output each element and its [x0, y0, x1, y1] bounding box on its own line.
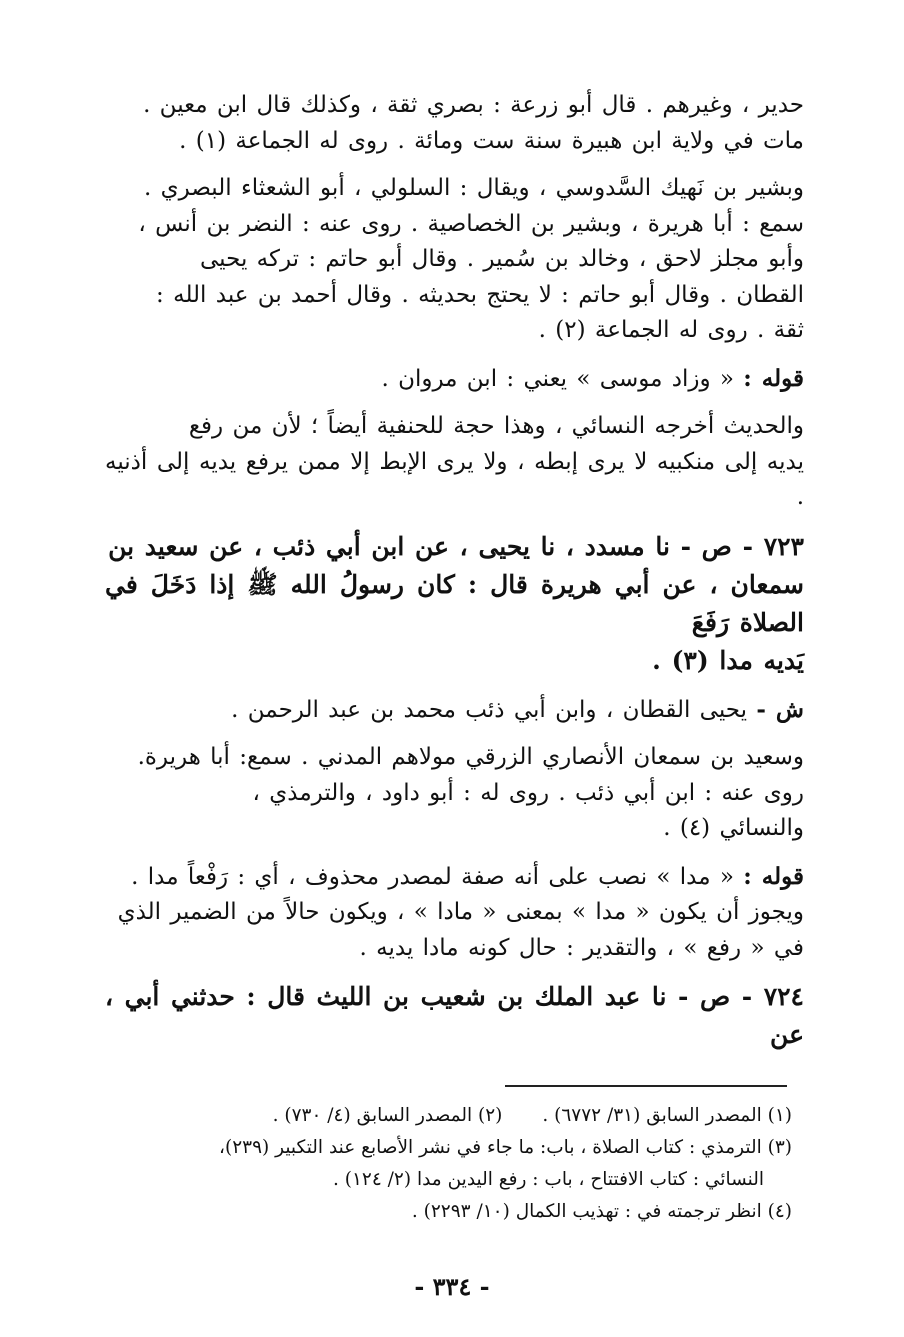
text-line: وسعيد بن سمعان الأنصاري الزرقي مولاهم المدني . سمع: أبا هريرة. [137, 744, 804, 770]
text-line: والنسائي (٤) . [663, 815, 804, 841]
text-line: يديه إلى منكبيه لا يرى إبطه ، ولا يرى الإبط إلا ممن يرفع يديه إلى أذنيه . [105, 448, 804, 510]
text-line: في « رفع » ، والتقدير : حال كونه مادا يديه . [359, 934, 804, 961]
hadith-724 [105, 978, 804, 1054]
page-number: - ٣٣٤ - [414, 1272, 490, 1301]
footnote-1: (١) المصدر السابق (٣١/ ٦٧٧٢) . [542, 1105, 792, 1126]
text-line: حدير ، وغيرهم . قال أبو زرعة : بصري ثقة ، وكذلك قال ابن معين . [143, 92, 804, 118]
text-line: روى عنه : ابن أبي ذئب . روى له : أبو داود ، والترمذي ، [252, 779, 804, 806]
sharh-text: يحيى القطان ، وابن أبي ذئب محمد بن عبد الرحمن . [231, 696, 757, 723]
text-line: ٧٢٣ - ص - نا مسدد ، نا يحيى ، عن ابن أبي ذئب ، عن سعيد بن [108, 531, 804, 561]
paragraph-nasai [105, 409, 804, 516]
footnote-divider [505, 1085, 787, 1087]
gloss-text: « مدا » نصب على أنه صفة لمصدر محذوف ، أي : رَفْعاً مدا . [131, 863, 744, 890]
paragraph-hudayr [105, 88, 804, 159]
footnote-4: (٤) انظر ترجمته في : تهذيب الكمال (١٠/ ٢٢٩٣) . [411, 1201, 792, 1222]
paragraph-madda [105, 859, 804, 967]
text-line: القطان . وقال أبو حاتم : لا يحتج بحديثه . وقال أحمد بن عبد الله : [156, 281, 804, 308]
text-line [105, 361, 804, 398]
text-line [105, 859, 804, 896]
text-line: سمعان ، عن أبي هريرة قال : كان رسولُ الله ﷺ إذا دَخَلَ في الصلاة رَفَعَ [105, 569, 804, 637]
footnote-3: (٣) الترمذي : كتاب الصلاة ، باب: ما جاء في نشر الأصابع عند التكبير (٢٣٩)، [219, 1137, 792, 1158]
text-line: ويجوز أن يكون « مدا » بمعنى « مادا » ، ويكون حالاً من الضمير الذي [117, 899, 804, 925]
text-line: مات في ولاية ابن هبيرة سنة ست ومائة . روى له الجماعة (١) . [179, 127, 804, 154]
paragraph-sharh [105, 692, 804, 729]
text-line: وأبو مجلز لاحق ، وخالد بن سُمير . وقال أبو حاتم : تركه يحيى [200, 246, 804, 272]
footnote-3-continued: النسائي : كتاب الافتتاح ، باب : رفع اليدين مدا (٢/ ١٢٤) . [333, 1169, 764, 1190]
text-line: سمع : أبا هريرة ، وبشير بن الخصاصية . روى عنه : النضر بن أنس ، [138, 210, 804, 237]
footnote-row [105, 1100, 792, 1132]
text-line: يَديه مدا (٣) . [652, 645, 804, 675]
text-line: والحديث أخرجه النسائي ، وهذا حجة للحنفية أيضاً ؛ لأن من رفع [188, 413, 804, 439]
hadith-723 [105, 528, 804, 680]
footnotes [105, 1100, 792, 1228]
gloss-text: « وزاد موسى » يعني : ابن مروان . [381, 365, 744, 392]
text-line: ٧٢٤ - ص - نا عبد الملك بن شعيب بن الليث قال : حدثني أبي ، عن [105, 982, 804, 1049]
gloss-label: قوله : [743, 364, 804, 392]
footnote-2: (٢) المصدر السابق (٤/ ٧٣٠) . [272, 1105, 503, 1126]
text-line: ثقة . روى له الجماعة (٢) . [538, 317, 804, 343]
text-line: وبشير بن نَهيك السَّدوسي ، ويقال : السلولي ، أبو الشعثاء البصري . [144, 175, 804, 201]
paragraph-said [105, 740, 804, 847]
paragraph-musa [105, 361, 804, 398]
text-line [105, 692, 804, 729]
gloss-label: قوله : [743, 862, 804, 890]
paragraph-bashir [105, 171, 804, 349]
main-text [105, 88, 804, 1066]
sharh-label: ش - [756, 695, 804, 723]
